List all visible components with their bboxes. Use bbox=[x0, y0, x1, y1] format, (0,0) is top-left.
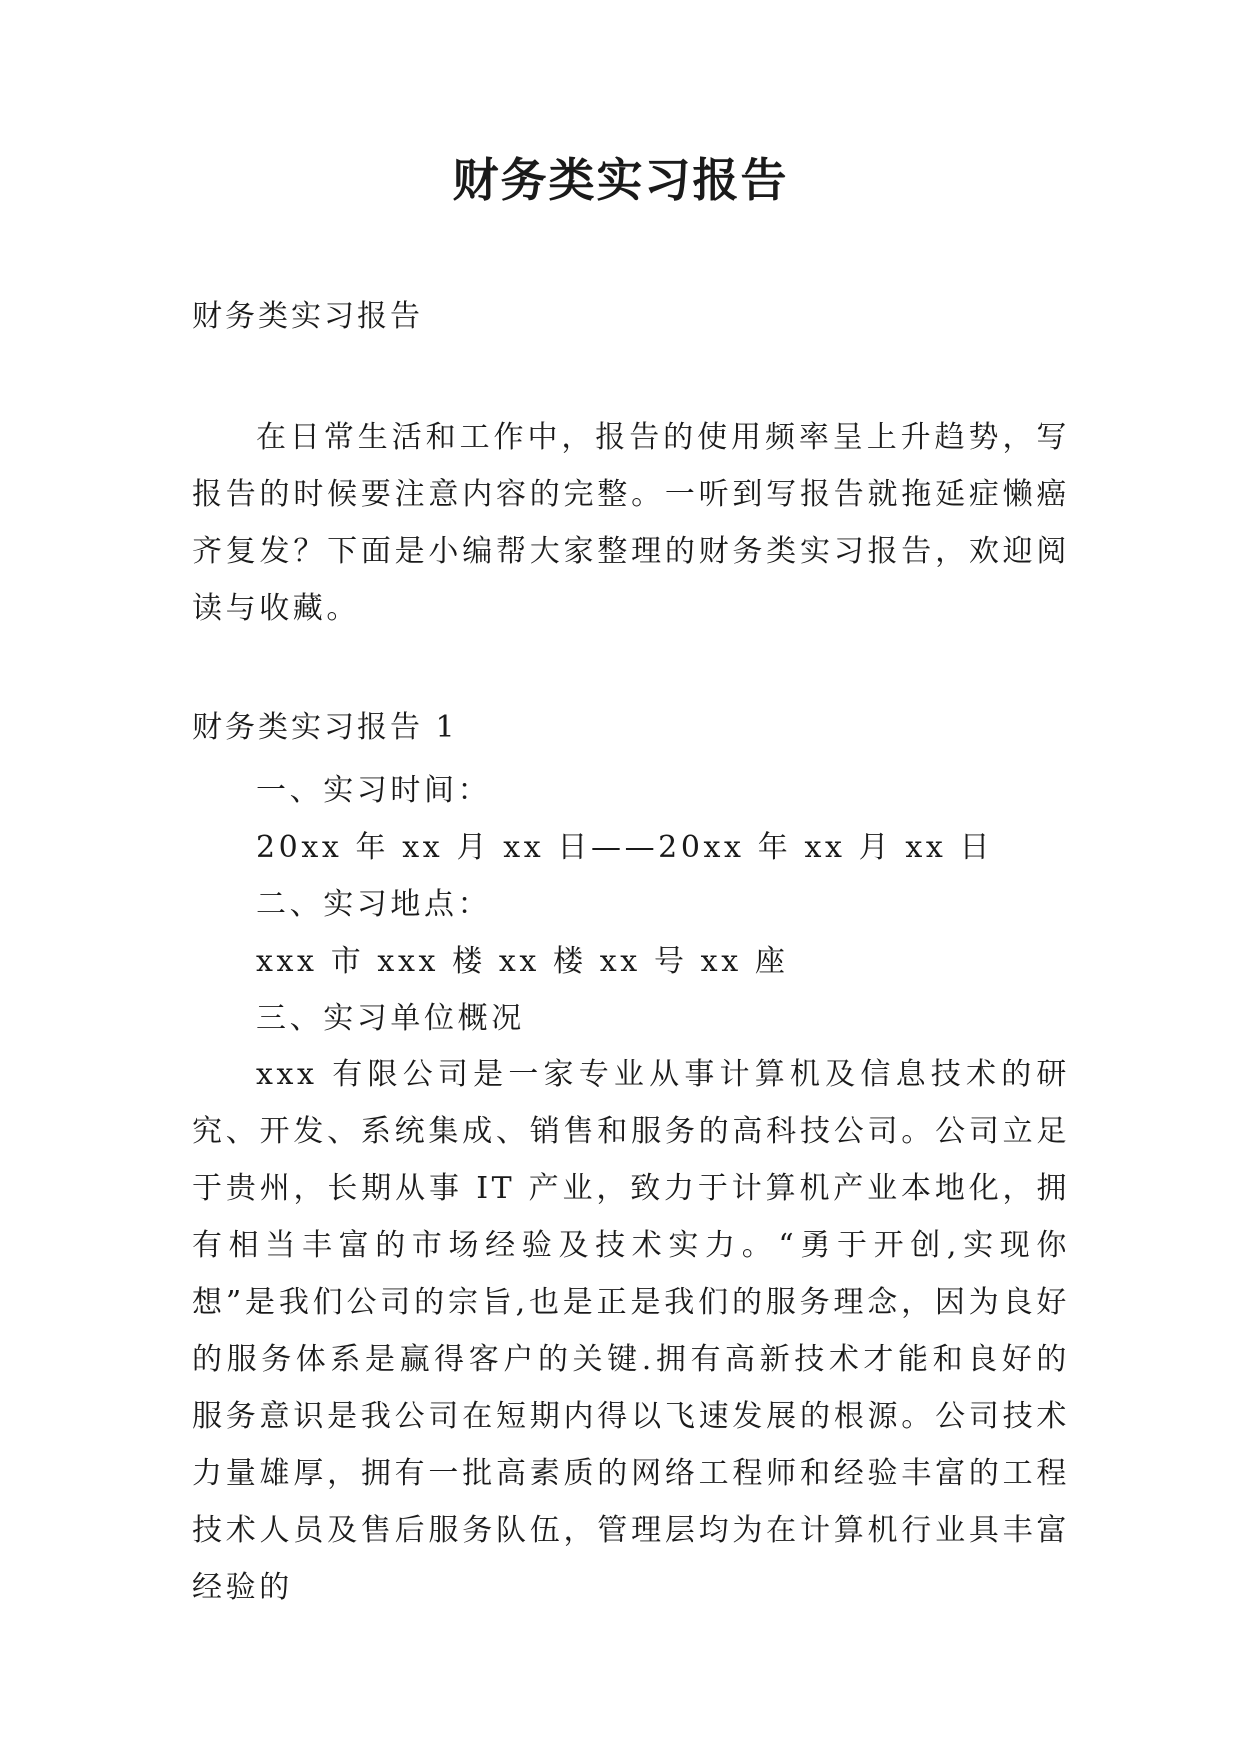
report-items-list bbox=[192, 762, 1070, 1047]
document-title: 财务类实习报告 bbox=[452, 153, 789, 207]
item-internship-location-value: xxx 市 xxx 楼 xx 楼 xx 号 xx 座 bbox=[256, 944, 789, 979]
section-heading: 财务类实习报告 1 bbox=[192, 710, 458, 745]
company-overview-paragraph: xxx 有限公司是一家专业从事计算机及信息技术的研究、开发、系统集成、销售和服务的高科技公司。公司立足于贵州，长期从事 IT 产业，致力于计算机产业本地化，拥有相当丰富的市场经验及技术实力。“勇于开创,实现你想”是我们公司的宗旨,也是正是我们的服务理念，因为良好的服务体系是赢得客户的关键.拥有高新技术才能和良好的服务意识是我公司在短期内得以飞速发展的根源。公司技术力量雄厚，拥有一批高素质的网络工程师和经验丰富的工程技术人员及售后服务队伍，管理层均为在计算机行业具丰富经验的 bbox=[192, 1057, 1070, 1605]
item-internship-time-value: 20xx 年 xx 月 xx 日——20xx 年 xx 月 xx 日 bbox=[256, 830, 994, 865]
intro-paragraph: 在日常生活和工作中，报告的使用频率呈上升趋势，写报告的时候要注意内容的完整。一听到写报告就拖延症懒癌齐复发？下面是小编帮大家整理的财务类实习报告，欢迎阅读与收藏。 bbox=[192, 420, 1070, 626]
item-company-overview-heading: 三、实习单位概况 bbox=[256, 1001, 525, 1036]
item-internship-location-heading: 二、实习地点： bbox=[256, 887, 492, 922]
document-subtitle: 财务类实习报告 bbox=[192, 299, 423, 334]
item-internship-time-heading: 一、实习时间： bbox=[256, 773, 492, 808]
